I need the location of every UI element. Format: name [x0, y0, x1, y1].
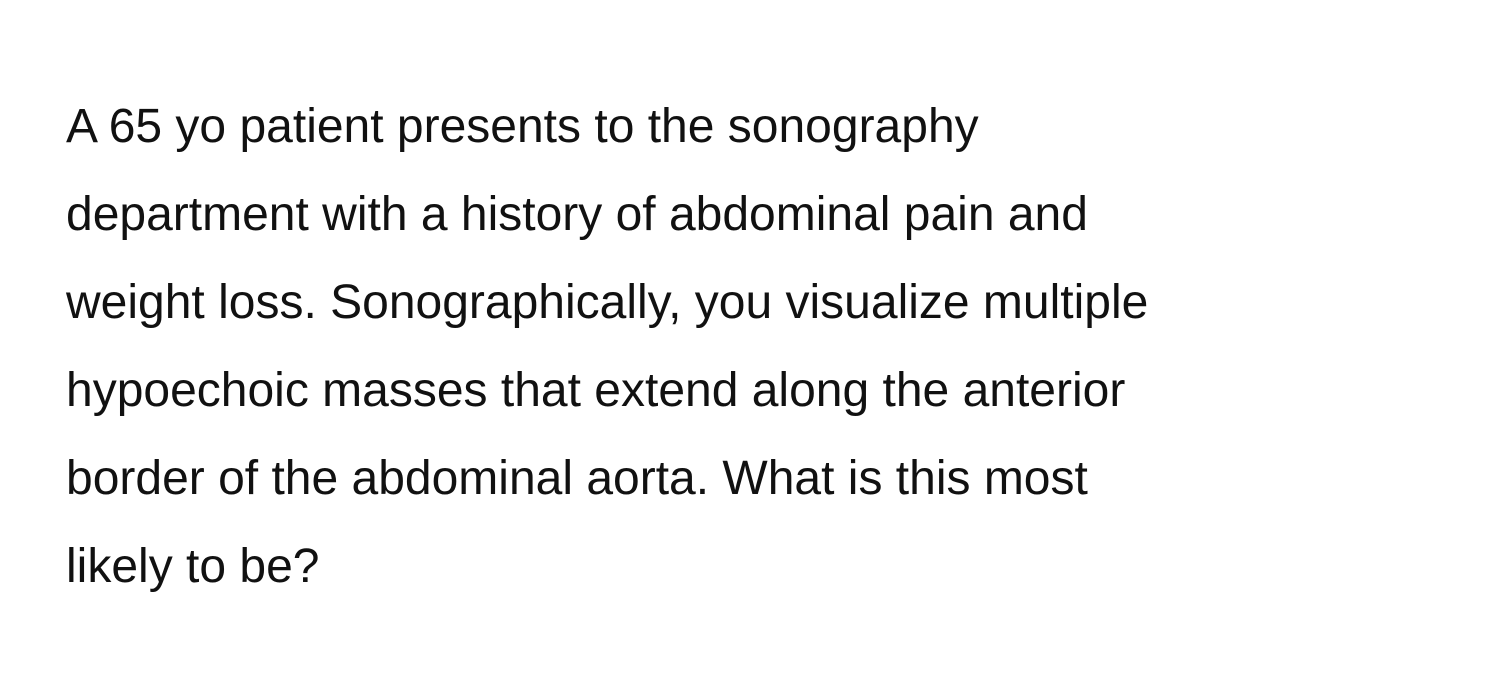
question-line: department with a history of abdominal pain and	[66, 188, 1088, 241]
question-line: A 65 yo patient presents to the sonography	[66, 100, 979, 153]
question-line: likely to be?	[66, 540, 320, 593]
question-text	[66, 83, 1148, 611]
question-line: weight loss. Sonographically, you visualize multiple	[66, 276, 1149, 329]
question-line: hypoechoic masses that extend along the anterior	[66, 364, 1126, 417]
question-line: border of the abdominal aorta. What is this most	[66, 452, 1088, 505]
